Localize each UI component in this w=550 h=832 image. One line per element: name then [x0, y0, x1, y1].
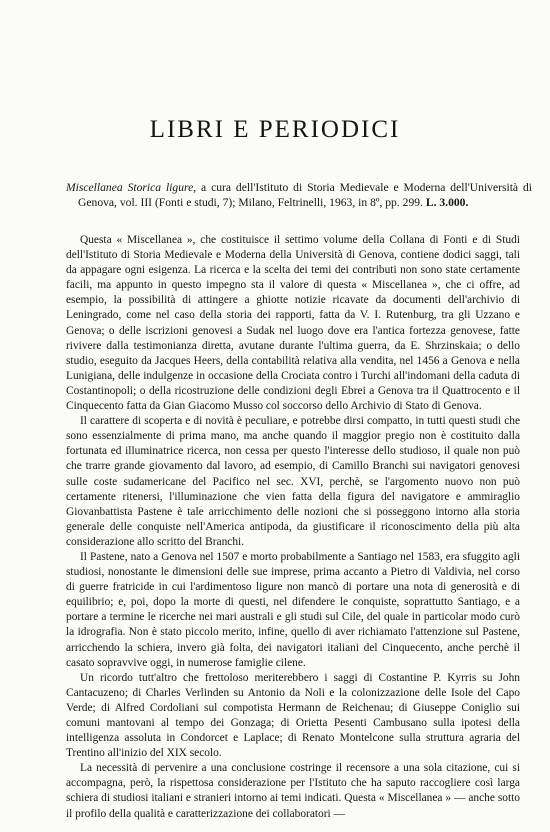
paragraph-5: La necessità di pervenire a una conclusione costringe il recensore a una sola citazione, cui si accompagna, però, la rispettosa considerazione per l'Istituto che ha saputo raccogliere così larga schiera di studiosi italiani e stranieri intorno ai temi indicati. Questa « Miscellanea » — anche sotto il profilo della qualità e caratterizzazione dei collaboratori — [66, 762, 520, 820]
paragraph-4: Un ricordo tutt'altro che frettoloso meriterebbero i saggi di Costantine P. Kyrris su John Cantacuzeno; di Charles Verlinden su Antonio da Noli e la colonizzazione delle Isole del Capo Verde; di Alfred Cordoliani sul compotista Hermann de Reichenau; di Giuseppe Coniglio sui comuni mantovani al tempo dei Gonzaga; di Orietta Pesenti Cambusano sulla ipotesi della intelligenza assoluta in Condorcet e Laplace; di Renato Montelcone sulla struttura agraria del Trentino all'inizio del XIX secolo. [66, 671, 520, 760]
work-title: Miscellanea Storica ligure [66, 181, 194, 194]
paragraph-3: Il Pastene, nato a Genova nel 1507 e morto probabilmente a Santiago nel 1583, era sfuggito agli studiosi, nonostante le dimensioni delle sue imprese, prima accanto a Pietro di Valdivia, nel corso di guerre fratricide in cui l'ardimentoso ligure non mancò di portare una nota di generosità e di equilibrio; e, poi, dopo la morte di questi, nel difendere le conquiste, soprattutto Santiago, e a portare a termine le ricerche nei mari australi e gli studi sul Cile, del quale in particolar modo curò la idrografia. Non è stato piccolo merito, infine, quello di aver richiamato l'attenzione sul Pastene, arricchendo la schiera, invero già folta, dei navigatori italiani del Cinquecento, anche perchè il casato sopravvive oggi, in numerose famiglie cilene. [66, 550, 520, 669]
publication-details: , a cura dell'Istituto di Storia Medievale e Moderna dell'Università di Genova, vol. III (Fonti e studi, 7); Milano, Feltrinelli, 1963, in 8º, pp. 299. [78, 181, 532, 210]
paragraph-1: Questa « Miscellanea », che costituisce il settimo volume della Collana di Fonti e di Studi dell'Istituto di Storia Medievale e Moderna della Università di Genova, contiene dodici saggi, tali da appagare ogni esigenza. La ricerca e la scelta dei temi dei contributi non sono state certamente facili, ma appunto in questo impegno sta il valore di questa « Miscellanea », che ci offre, ad esempio, la possibilità di attingere a ghiotte notizie ricavate da documenti dell'archivio di Leningrado, come nel caso della storia dei rapporti, fatta da V. I. Rutenburg, tra gli Uzzano e Genova; o delle iscrizioni genovesi a Sudak nel luogo dove era l'antica fortezza genovese, fatte rivivere dalla testimonianza diretta, avutane durante l'ultima guerra, da E. Shrzinskaia; o dello studio, eseguito da Jacques Heers, della contabilità relativa alla vendita, nel 1456 a Genova e nella Lunigiana, delle indulgenze in occasione della Crociata contro i Turchi all'indomani della caduta di Costantinopoli; o della ricostruzione delle condizioni degli Ebrei a Genova tra il Quattrocento e il Cinquecento fatta da Gian Giacomo Musso col soccorso dello Archivio di Stato di Genova. [66, 234, 520, 413]
page-title: LIBRI E PERIODICI [149, 116, 401, 143]
bibliographic-entry [66, 180, 532, 211]
price: L. 3.000. [425, 196, 469, 210]
review-body [66, 233, 520, 822]
paragraph-2: Il carattere di scoperta e di novità è peculiare, e potrebbe dirsi compatto, in tutti questi studi che sono essenzialmente di prima mano, ma anche quando il maggior pregio non è costituito dalla fortunata ed illuminatrice ricerca, non cessa per questo l'interesse dello studioso, il quale non può che trarre grande giovamento dal lavoro, ad esempio, di Camillo Branchi sui navigatori genovesi sulle coste sudamericane del Pacifico nel sec. XVI, perchè, se l'argomento nuovo non può certamente ritenersi, l'illuminazione che vien fatta della figura del navigatore e ammiraglio Giovanbattista Pastene è tale arricchimento delle nozioni che si posseggono intorno alla storia generale delle conquiste nell'America antipoda, da giustificare il riconoscimento della più alta considerazione allo scritto del Branchi. [66, 415, 520, 548]
